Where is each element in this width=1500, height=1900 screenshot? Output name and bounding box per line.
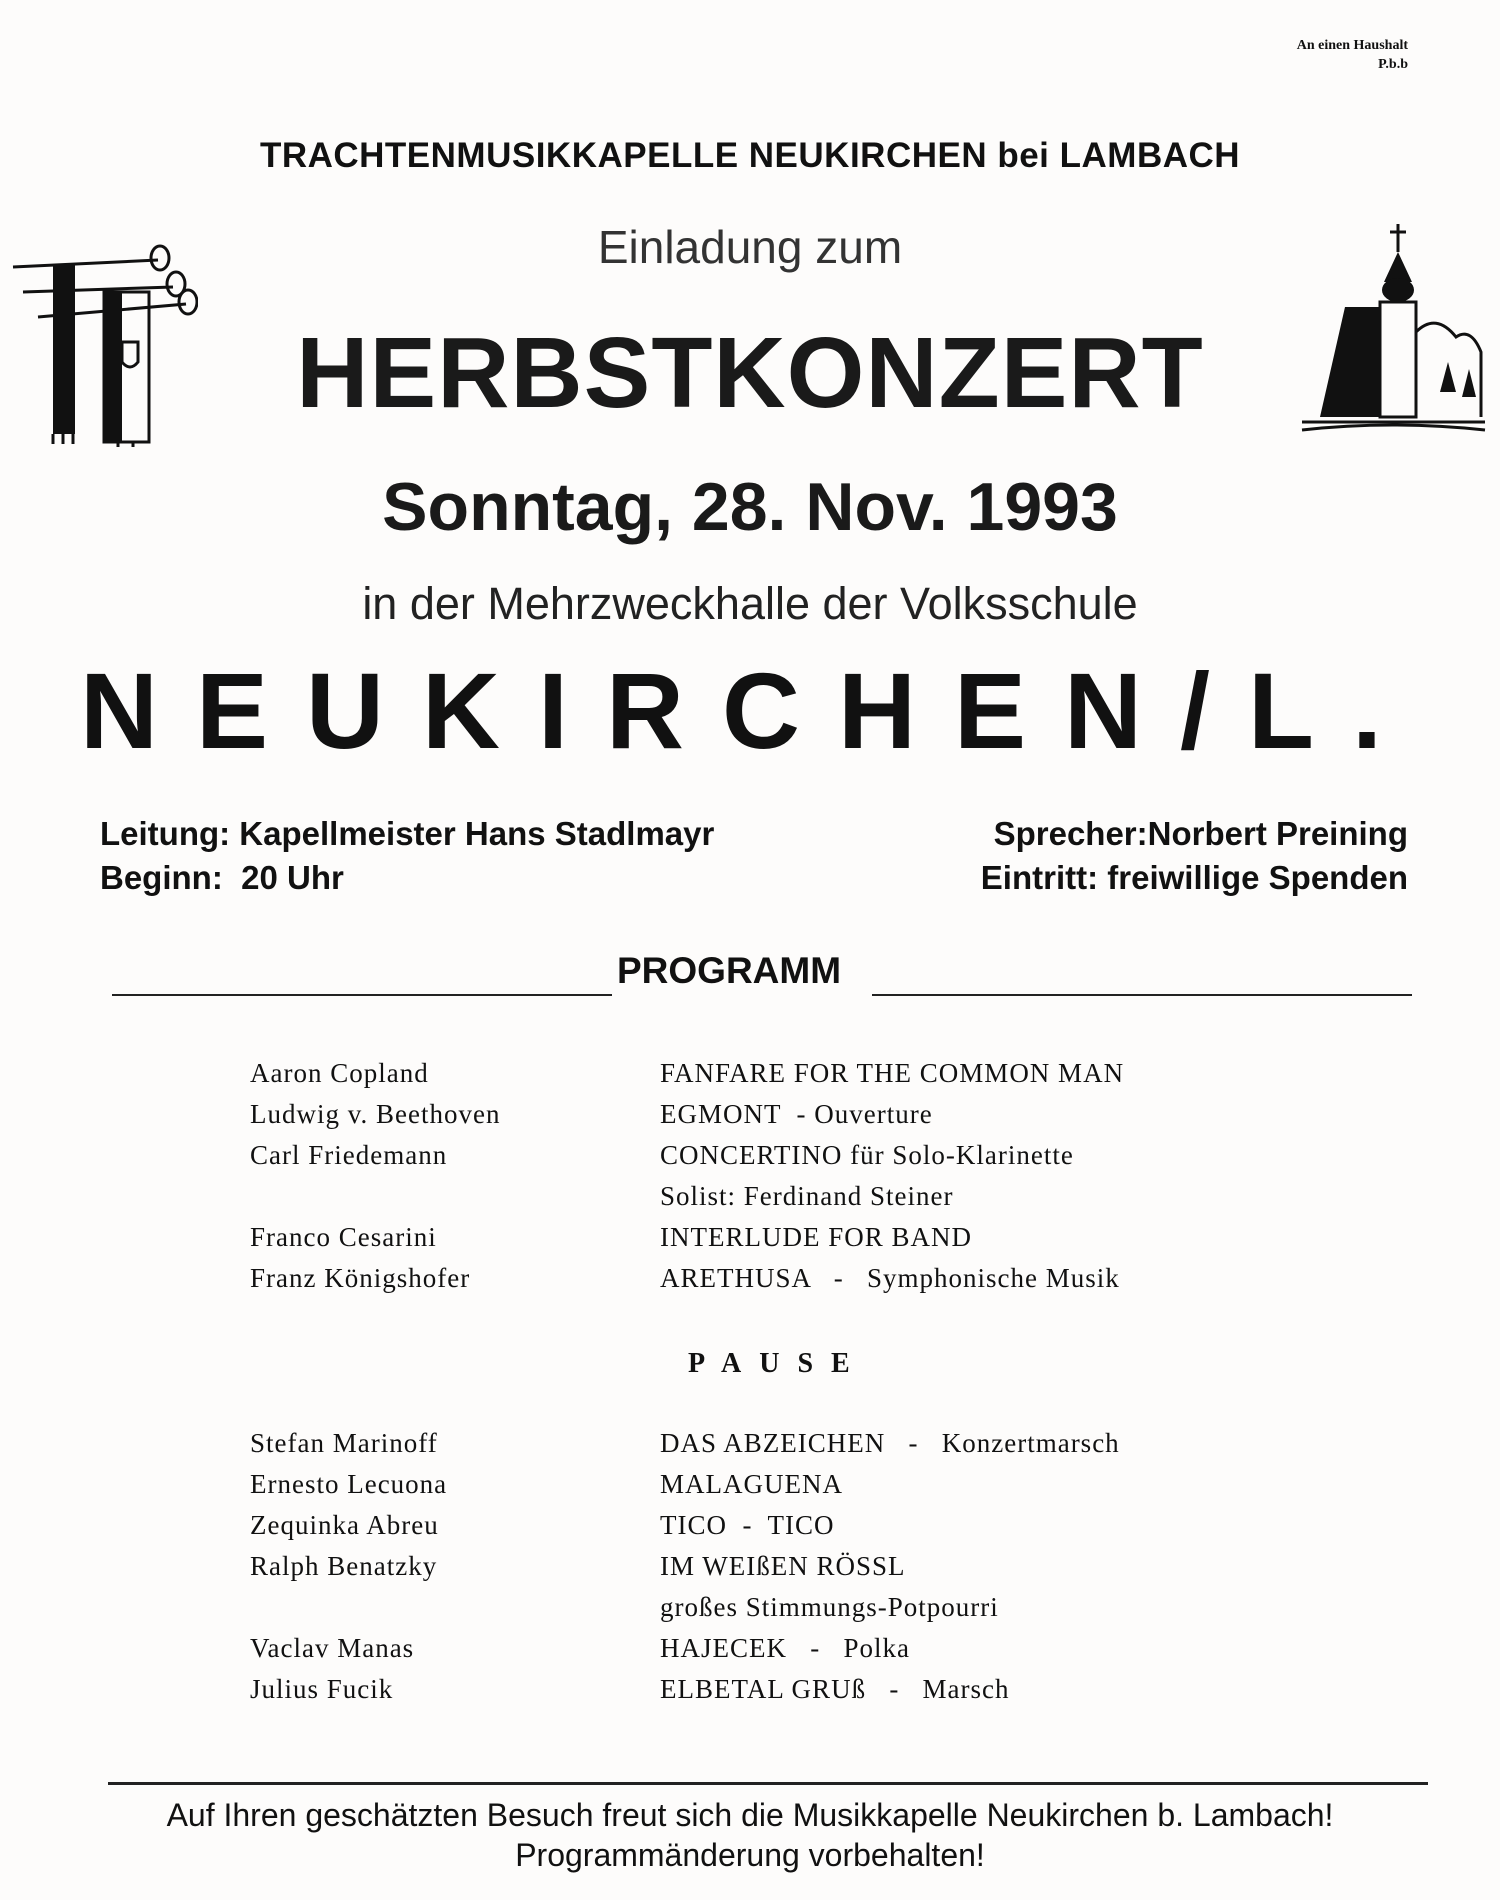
program-heading-label: PROGRAMM — [617, 950, 842, 991]
postal-note — [1297, 36, 1408, 74]
footer-divider — [108, 1782, 1428, 1785]
composer: Ralph Benatzky — [250, 1551, 438, 1581]
concert-date: Sonntag, 28. Nov. 1993 — [382, 469, 1118, 545]
program-rule-left — [112, 994, 612, 996]
info-right — [981, 812, 1408, 900]
band-name: TRACHTENMUSIKKAPELLE NEUKIRCHEN bei LAMBACH — [259, 136, 1241, 175]
work-title: IM WEIßEN RÖSSL — [660, 1551, 906, 1581]
composer: Vaclav Manas — [250, 1633, 415, 1663]
speaker-line: Sprecher:Norbert Preining — [993, 815, 1408, 852]
composer: Franco Cesarini — [250, 1222, 437, 1252]
program-heading — [112, 950, 1412, 998]
work-title: TICO - TICO — [660, 1510, 835, 1540]
work-title: ELBETAL GRUß - Marsch — [660, 1674, 1010, 1704]
pause-label: PAUSE — [688, 1348, 868, 1379]
program-rule-right — [872, 994, 1412, 996]
postal-note-line1: An einen Haushalt — [1296, 38, 1408, 53]
work-title: ARETHUSA - Symphonische Musik — [660, 1263, 1120, 1293]
info-left — [100, 812, 714, 900]
work-title: DAS ABZEICHEN - Konzertmarsch — [660, 1428, 1120, 1458]
work-title: EGMONT - Ouverture — [660, 1099, 933, 1129]
concert-venue: in der Mehrzweckhalle der Volksschule — [362, 578, 1138, 629]
composer: Zequinka Abreu — [250, 1510, 439, 1540]
footer-greeting: Auf Ihren geschätzten Besuch freut sich die Musikkapelle Neukirchen b. Lambach! — [166, 1797, 1334, 1833]
composer: Carl Friedemann — [250, 1140, 448, 1170]
work-title: FANFARE FOR THE COMMON MAN — [660, 1058, 1125, 1088]
admission-line: Eintritt: freiwillige Spenden — [980, 859, 1408, 896]
work-title: HAJECEK - Polka — [660, 1633, 910, 1663]
soloist-note: Solist: Ferdinand Steiner — [660, 1181, 954, 1211]
composer: Aaron Copland — [250, 1058, 429, 1088]
footer-disclaimer: Programmänderung vorbehalten! — [515, 1837, 985, 1873]
conductor-line: Leitung: Kapellmeister Hans Stadlmayr — [100, 815, 715, 852]
start-time-line: Beginn: 20 Uhr — [100, 859, 344, 896]
footer — [0, 1795, 1500, 1875]
invitation-line: Einladung zum — [597, 221, 903, 273]
concert-town: NEUKIRCHEN/L. — [80, 650, 1421, 771]
composer: Franz Königshofer — [250, 1263, 471, 1293]
postal-note-line2: P.b.b — [1378, 57, 1408, 72]
concert-title: HERBSTKONZERT — [296, 317, 1204, 429]
composer: Julius Fucik — [250, 1674, 394, 1704]
composer: Ludwig v. Beethoven — [250, 1099, 501, 1129]
work-title: MALAGUENA — [660, 1469, 843, 1499]
work-subtitle: großes Stimmungs-Potpourri — [660, 1592, 999, 1622]
composer: Ernesto Lecuona — [250, 1469, 448, 1499]
work-title: CONCERTINO für Solo-Klarinette — [660, 1140, 1074, 1170]
composer: Stefan Marinoff — [250, 1428, 438, 1458]
work-title: INTERLUDE FOR BAND — [660, 1222, 972, 1252]
